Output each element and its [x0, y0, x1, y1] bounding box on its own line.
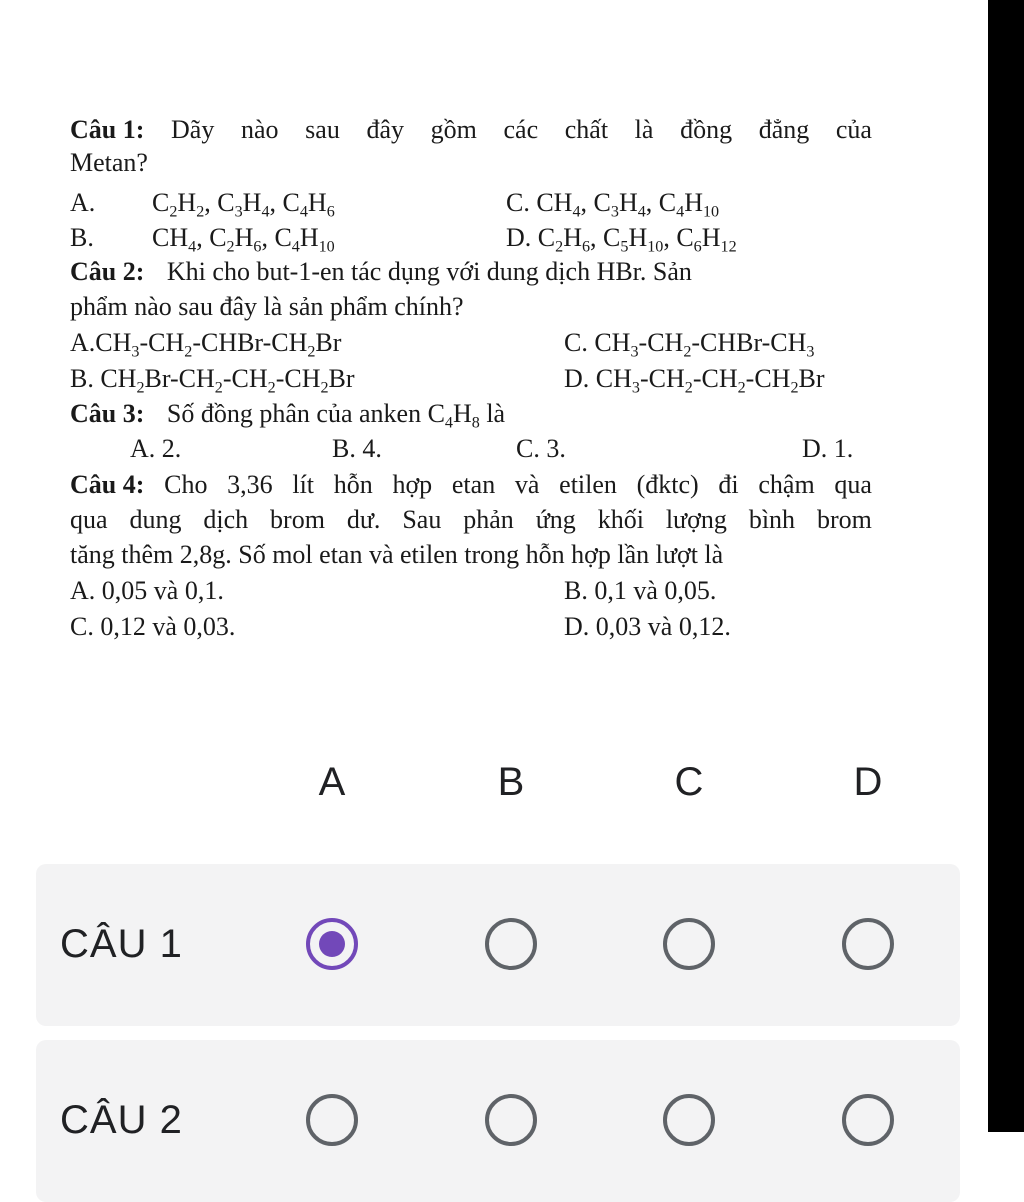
word: các — [503, 115, 539, 144]
q1-option-d — [506, 223, 737, 256]
q4-number: Câu 4: — [70, 470, 145, 499]
q3-line1 — [70, 399, 506, 432]
word: Sau — [402, 505, 442, 534]
word: qua — [834, 470, 872, 499]
word: dịch — [203, 505, 249, 534]
q2-text-line1: Khi cho but-1-en tác dụng với dung dịch HBr. Sản — [166, 257, 692, 286]
word: Dãy — [171, 115, 215, 144]
word: gồm — [430, 115, 477, 144]
q3-option-b: B. 4. — [332, 434, 382, 463]
q4-line1 — [70, 470, 872, 500]
q4-option-b: B. 0,1 và 0,05. — [564, 576, 717, 605]
q3-formula: $C_4H_8$ — [427, 399, 480, 432]
radio-q2-d[interactable] — [842, 1094, 894, 1146]
q1-option-d-letter: D. — [506, 223, 532, 252]
word: etan — [451, 470, 496, 499]
q2-line1 — [70, 257, 692, 287]
word: bình — [748, 505, 796, 534]
word: lít — [292, 470, 315, 499]
word: ứng — [535, 505, 576, 534]
radio-q2-c[interactable] — [663, 1094, 715, 1146]
word: đẳng — [758, 115, 810, 144]
q2-line2: phẩm nào sau đây là sản phẩm chính? — [70, 292, 464, 321]
word: hợp — [392, 470, 433, 499]
q2-option-b: B. $CH_2Br-CH_2-CH_2-CH_2Br$ — [70, 364, 355, 397]
column-header-d: D — [853, 760, 883, 804]
column-header-a: A — [318, 760, 346, 804]
q3-text-pre: Số đồng phân của anken — [166, 399, 428, 428]
word: Cho — [164, 470, 208, 499]
word: dư. — [346, 505, 381, 534]
word: là — [634, 115, 654, 144]
word: phản — [463, 505, 514, 534]
answer-row-1 — [36, 864, 960, 1026]
q4-option-c: C. 0,12 và 0,03. — [70, 612, 236, 641]
q1-line1 — [70, 115, 872, 145]
q3-option-a: A. 2. — [130, 434, 182, 463]
row-label: CÂU 1 — [60, 922, 183, 966]
q3-option-c: C. 3. — [516, 434, 566, 463]
q2-number: Câu 2: — [70, 257, 145, 286]
q1-option-d-text: $C_2H_6$, $C_5H_{10}$, $C_6H_{12}$ — [537, 223, 737, 256]
word: qua — [70, 505, 108, 534]
q4-option-a: A. 0,05 và 0,1. — [70, 576, 224, 605]
word: khối — [597, 505, 644, 534]
word: brom — [270, 505, 325, 534]
row-label: CÂU 2 — [60, 1098, 183, 1142]
q1-option-b: $CH_4$, $C_2H_6$, $C_4H_{10}$ — [152, 223, 335, 256]
radio-q2-b[interactable] — [485, 1094, 537, 1146]
word: chất — [564, 115, 609, 144]
word: sau — [305, 115, 340, 144]
word: của — [835, 115, 872, 144]
q4-line3: tăng thêm 2,8g. Số mol etan và etilen trong hỗn hợp lần lượt là — [70, 540, 724, 569]
q4-line2 — [70, 505, 872, 535]
radio-q1-a[interactable] — [306, 918, 358, 970]
word: chậm — [758, 470, 815, 499]
q2-option-d: D. $CH_3-CH_2-CH_2-CH_2Br$ — [564, 364, 825, 397]
q1-option-c-text: $CH_4$, $C_3H_4$, $C_4H_{10}$ — [536, 188, 720, 221]
word: 3,36 — [227, 470, 273, 499]
q2-option-a: $A.CH_3-CH_2-CHBr-CH_2Br$ — [70, 328, 342, 361]
q1-option-a-letter: A. — [70, 188, 96, 217]
q1-number: Câu 1: — [70, 115, 145, 144]
word: brom — [816, 505, 872, 534]
word: đồng — [680, 115, 733, 144]
word: etilen — [559, 470, 617, 499]
q1-option-a: $C_2H_2$, $C_3H_4$, $C_4H_6$ — [152, 188, 335, 221]
q1-option-c — [506, 188, 720, 221]
q3-text-post: là — [479, 399, 506, 428]
radio-q1-b[interactable] — [485, 918, 537, 970]
word: đi — [718, 470, 739, 499]
screen-edge-bar — [988, 0, 1024, 1132]
q1-option-b-letter: B. — [70, 223, 94, 252]
column-header-b: B — [497, 760, 525, 804]
word: nào — [240, 115, 279, 144]
q4-option-d: D. 0,03 và 0,12. — [564, 612, 731, 641]
q2-option-c: C. $CH_3-CH_2-CHBr-CH_3$ — [564, 328, 815, 361]
word: hỗn — [333, 470, 373, 499]
word: và — [514, 470, 540, 499]
radio-q1-c[interactable] — [663, 918, 715, 970]
q3-option-d: D. 1. — [802, 434, 854, 463]
word: lượng — [665, 505, 727, 534]
word: dung — [129, 505, 182, 534]
q3-number: Câu 3: — [70, 399, 145, 428]
word: đây — [366, 115, 404, 144]
q1-line2: Metan? — [70, 148, 148, 177]
radio-q2-a[interactable] — [306, 1094, 358, 1146]
word: (đktc) — [636, 470, 699, 499]
column-header-c: C — [674, 760, 704, 804]
answer-row-2 — [36, 1040, 960, 1202]
q1-option-c-letter: C. — [506, 188, 530, 217]
radio-q1-d[interactable] — [842, 918, 894, 970]
